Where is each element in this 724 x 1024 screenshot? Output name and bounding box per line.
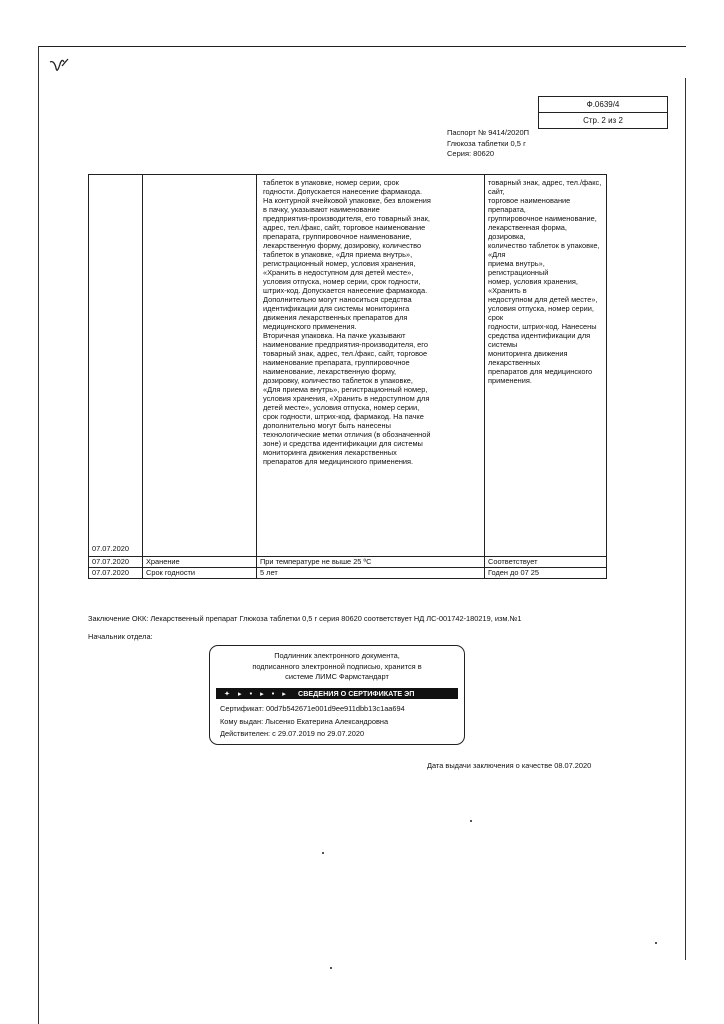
certificate-owner: Кому выдан: Лысенко Екатерина Александровна [220, 716, 389, 726]
text-line: годности, штрих-код. Нанесены [488, 322, 597, 331]
passport-series: Серия: 80620 [447, 149, 495, 158]
text-line: условия хранения, «Хранить в недоступном для [263, 394, 430, 403]
text-line: наименование предприятия-производителя, его [263, 340, 428, 349]
text-line: лекарственная форма, дозировка, [488, 223, 567, 241]
electronic-signature-stamp [209, 645, 465, 745]
stamp-line: Подлинник электронного документа, [274, 651, 400, 660]
date-cell: 07.07.2020 [89, 557, 143, 568]
text-line: Дополнительно могут наноситься средства [263, 295, 412, 304]
stamp-line: системе ЛИМС Фармстандарт [285, 672, 389, 681]
certificate-banner [216, 688, 458, 699]
text-line: детей месте», условия отпуска, номер серии, [263, 403, 420, 412]
text-line: товарный знак, адрес, тел./факс, сайт, [488, 178, 602, 196]
scan-frame-right [685, 78, 686, 960]
date-value: 07.07.2020 [92, 543, 129, 553]
page-number: Стр. 2 из 2 [539, 112, 667, 128]
passport-header [447, 128, 529, 160]
requirement-cell: 5 лет [257, 568, 485, 579]
text-line: зоне) и средства идентификации для системы [263, 439, 423, 448]
scan-speck [322, 852, 324, 854]
text-line: применения. [488, 376, 532, 385]
passport-number: Паспорт № 9414/2020П [447, 128, 530, 137]
text-line: наименование препарата, группировочное [263, 358, 410, 367]
head-of-department-label: Начальник отдела: [88, 632, 153, 641]
text-line: идентификации для системы мониторинга [263, 304, 410, 313]
result-cell [485, 175, 607, 557]
text-line: технологические метки отличия (в обозначенной [263, 430, 431, 439]
certificate-validity: Действителен: с 29.07.2019 по 29.07.2020 [220, 729, 365, 738]
text-line: регистрационный номер, условия хранения, [263, 259, 416, 268]
conclusion-text: Заключение ОКК: Лекарственный препарат Глюкоза таблетки 0,5 г серия 80620 соответствует НД ЛС-001742-180219, изм.№1 [88, 614, 522, 623]
text-line: препарата, группировочное наименование, [263, 232, 412, 241]
text-line: таблеток в упаковке, «Для приема внутрь», [263, 250, 413, 259]
table-row [89, 568, 607, 579]
quality-test-table [88, 174, 607, 579]
text-line: номер, условия хранения, «Хранить в [488, 277, 578, 295]
text-line: мониторинга движения лекарственных [263, 448, 397, 457]
handwritten-mark-icon [48, 56, 76, 78]
text-line: препаратов для медицинского применения. [263, 457, 414, 466]
text-line: дополнительно могут быть нанесены [263, 421, 391, 430]
scan-speck [470, 820, 472, 822]
passport-product: Глюкоза таблетки 0,5 г [447, 138, 526, 148]
text-line: количество таблеток в упаковке, «Для [488, 241, 600, 259]
text-line: «Для приема внутрь», регистрационный номер, [263, 385, 428, 394]
text-line: срок годности, штрих-код, фармакод. На пачке [263, 412, 424, 421]
text-line: наименование, лекарственную форму, [263, 367, 397, 376]
scan-frame-top [38, 46, 686, 47]
text-line: медицинского применения. [263, 322, 357, 331]
table-row [89, 557, 607, 568]
text-line: в пачку, указывают наименование [263, 205, 380, 214]
form-code: Ф.0639/4 [586, 100, 620, 109]
result-cell: Соответствует [485, 557, 607, 568]
text-line: группировочное наименование, [488, 214, 597, 223]
date-cell: 07.07.2020 [89, 568, 143, 579]
text-line: средства идентификации для системы [488, 331, 591, 349]
text-line: товарный знак, адрес, тел./факс, сайт, торговое [263, 349, 428, 358]
param-cell: Срок годности [143, 568, 257, 579]
requirement-cell [257, 175, 485, 557]
requirement-cell: При температуре не выше 25 ºС [257, 557, 485, 568]
text-line: условия отпуска, номер серии, срок [488, 304, 594, 322]
form-id-box [538, 96, 668, 129]
text-line: дозировку, количество таблеток в упаковке, [263, 376, 413, 385]
text-line: На контурной ячейковой упаковке, без вложения [263, 196, 431, 205]
date-cell [89, 175, 143, 557]
banner-decoration-icon: ✦ ▸ • ▸ • ▸ [224, 689, 289, 698]
scan-speck [330, 967, 332, 969]
text-line: предприятия-производителя, его товарный знак, [263, 214, 430, 223]
text-line: движения лекарственных препаратов для [263, 313, 408, 322]
text-line: годности. Допускается нанесение фармакода. [263, 187, 423, 196]
text-line: мониторинга движения лекарственных [488, 349, 568, 367]
issue-date: Дата выдачи заключения о качестве 08.07.2020 [427, 761, 592, 770]
param-cell: Хранение [143, 557, 257, 568]
param-cell [143, 175, 257, 557]
text-line: штрих-код. Допускается нанесение фармакода. [263, 286, 428, 295]
requirement-text [263, 178, 478, 466]
text-line: Вторичная упаковка. На пачке указывают [263, 331, 406, 340]
text-line: препаратов для медицинского [488, 367, 593, 376]
certificate-banner-title: СВЕДЕНИЯ О СЕРТИФИКАТЕ ЭП [298, 689, 415, 698]
result-text [488, 178, 603, 385]
table-row [89, 175, 607, 557]
text-line: лекарственную форму, дозировку, количество [263, 241, 422, 250]
text-line: таблеток в упаковке, номер серии, срок [263, 178, 399, 187]
text-line: торговое наименование препарата, [488, 196, 571, 214]
certificate-number: Сертификат: 00d7b542671e001d9ee911dbb13c1aa694 [220, 704, 405, 713]
stamp-line: подписанного электронной подписью, хранится в [252, 661, 422, 671]
text-line: условия отпуска, номер серии, срок годности, [263, 277, 421, 286]
scan-frame-left [38, 46, 39, 1024]
text-line: адрес, тел./факс, сайт, торговое наименование [263, 223, 426, 232]
text-line: недоступном для детей месте», [488, 295, 598, 304]
scan-speck [655, 942, 657, 944]
text-line: приема внутрь», регистрационный [488, 259, 549, 277]
text-line: «Хранить в недоступном для детей месте», [263, 268, 414, 277]
result-cell: Годен до 07 25 [485, 568, 607, 579]
